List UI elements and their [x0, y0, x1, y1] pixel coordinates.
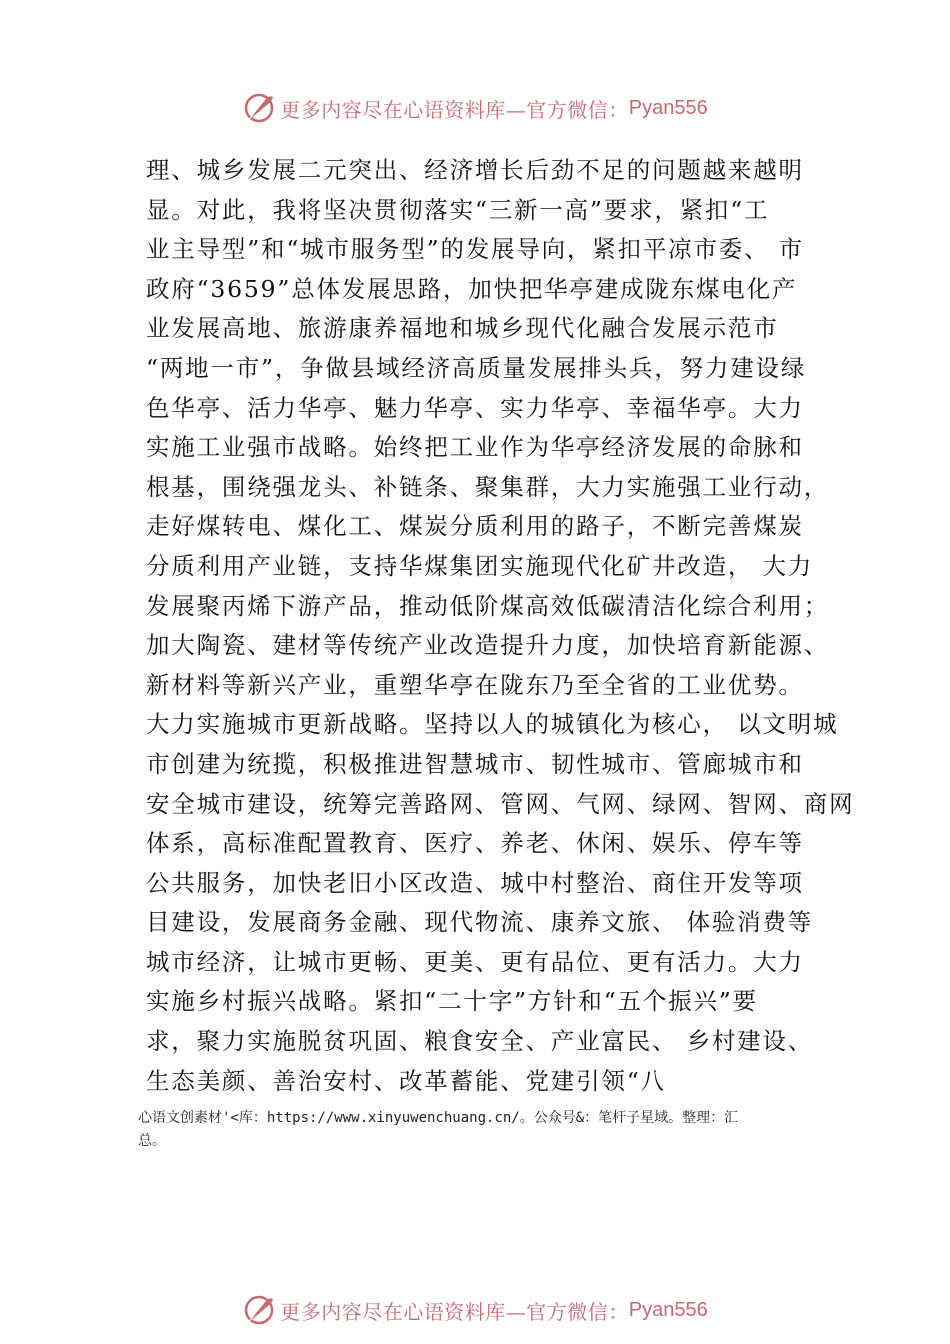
text-line: 理、城乡发展二元突出、经济增长后劲不足的问题越来越明	[146, 156, 804, 184]
text-line: 业主导型”和“城市服务型”的发展导向，紧扣平凉市委、 市	[146, 235, 804, 264]
text-line: 政府“3659”总体发展思路，加快把华亭建成陇东煤电化产	[146, 274, 798, 303]
text-line: 分质利用产业链，支持华煤集团实施现代化矿井改造， 大力	[146, 551, 814, 580]
text-line: 走好煤转电、煤化工、煤炭分质利用的路子，不断完善煤炭	[146, 512, 804, 541]
text-line: 大力实施城市更新战略。坚持以人的城镇化为核心， 以文明城	[146, 710, 839, 739]
text-line: 发展聚丙烯下游产品，推动低阶煤高效低碳清洁化综合利用；	[146, 591, 830, 620]
text-line: 求，聚力实施脱贫巩固、粮食安全、产业富民、 乡村建设、	[146, 1027, 814, 1056]
text-line: 体系，高标准配置教育、医疗、养老、休闲、娱乐、停车等	[146, 829, 804, 858]
watermark-wechat-id: Pyan556	[628, 96, 708, 119]
text-line: 实施乡村振兴战略。紧扣“二十字”方针和“五个振兴”要	[146, 987, 758, 1016]
source-note-line: 总。	[138, 1133, 166, 1149]
text-line: 安全城市建设，统筹完善路网、管网、气网、绿网、智网、商网	[146, 789, 855, 818]
document-body	[146, 151, 855, 1101]
text-line: 实施工业强市战略。始终把工业作为华亭经济发展的命脉和	[146, 433, 804, 462]
text-line: 城市经济，让城市更畅、更美、更有品位、更有活力。大力	[146, 947, 804, 976]
quill-pen-logo-icon	[242, 91, 276, 125]
source-note	[138, 1107, 828, 1153]
text-line: 根基，围绕强龙头、补链条、聚集群，大力实施强工业行动，	[146, 472, 830, 501]
text-line: 色华亭、活力华亭、魅力华亭、实力华亭、幸福华亭。大力	[146, 393, 804, 422]
footer-watermark	[0, 1290, 950, 1330]
text-line: 目建设，发展商务金融、现代物流、康养文旅、 体验消费等	[146, 908, 814, 937]
text-line: 加大陶瓷、建材等传统产业改造提升力度，加快培育新能源、	[146, 631, 830, 660]
text-line: 生态美颜、善治安村、改革蓄能、党建引领“八	[146, 1066, 666, 1095]
watermark-wechat-id: Pyan556	[628, 1298, 708, 1321]
text-line: 新材料等新兴产业，重塑华亭在陇东乃至全省的工业优势。	[146, 670, 804, 699]
text-line: 市创建为统揽，积极推进智慧城市、韧性城市、管廊城市和	[146, 749, 804, 778]
header-watermark	[0, 88, 950, 128]
quill-pen-logo-icon	[242, 1293, 276, 1327]
watermark-text: 更多内容尽在心语资料库—官方微信：	[280, 97, 629, 122]
text-line: 公共服务，加快老旧小区改造、城中村整治、商住开发等项	[146, 868, 804, 897]
text-line: “两地一市”，争做县域经济高质量发展排头兵，努力建设绿	[146, 353, 807, 382]
text-line: 显。对此，我将坚决贯彻落实“三新一高”要求，紧扣“工	[146, 195, 770, 224]
watermark-text: 更多内容尽在心语资料库—官方微信：	[280, 1299, 629, 1324]
source-note-line: 心语文创素材'<库：https://www.xinyuwenchuang.cn/。公众号&：笔杆子星域。整理：汇	[138, 1110, 739, 1126]
text-line: 业发展高地、旅游康养福地和城乡现代化融合发展示范市	[146, 314, 779, 343]
